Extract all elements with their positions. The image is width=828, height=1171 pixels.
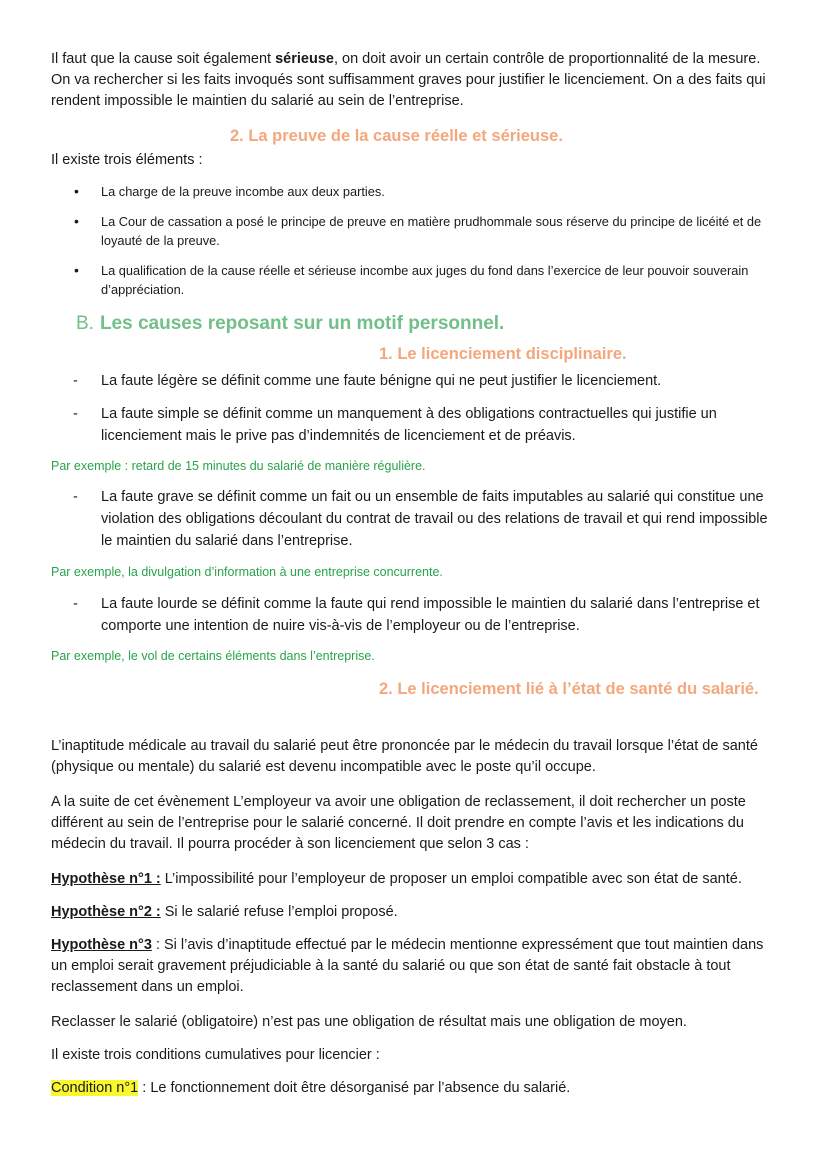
faute-item: La faute légère se définit comme une faute bénigne qui ne peut justifier le licenciement. — [101, 373, 662, 389]
hypothese-3: Hypothèse n°3 : Si l’avis d’inaptitude effectué par le médecin mentionne expressément que tout maintien dans un emploi serait gravement préjudiciable à la santé du salarié ou que son état de santé fait obstacle à tout reclassement dans un emploi. — [51, 937, 764, 995]
trois-elements-text: Il existe trois éléments : — [51, 152, 203, 168]
condition-1: Condition n°1 : Le fonctionnement doit être désorganisé par l’absence du salarié. — [51, 1080, 571, 1096]
reclasser-paragraph: Reclasser le salarié (obligatoire) n’est pas une obligation de résultat mais une obligation de moyen. — [51, 1014, 687, 1030]
faute-item: La faute simple se définit comme un manquement à des obligations contractuelles qui justifie un licenciement mais le prive pas d’indemnités de licenciement et de préavis. — [101, 406, 717, 444]
hypothese-1: Hypothèse n°1 : L’impossibilité pour l’employeur de proposer un emploi compatible avec son état de santé. — [51, 871, 742, 887]
dash-marker: - — [73, 373, 78, 389]
dash-marker: - — [73, 406, 78, 422]
bold-serieuse: sérieuse — [275, 51, 334, 67]
heading-section-b: B. Les causes reposant sur un motif personnel. — [76, 313, 505, 334]
bullet-item: La Cour de cassation a posé le principe de preuve en matière prudhommale sous réserve du principe de licéité et de loyauté de la preuve. — [101, 214, 762, 248]
dash-marker: - — [73, 596, 78, 612]
inaptitude-paragraph: L’inaptitude médicale au travail du salarié peut être prononcée par le médecin du travail lorsque l’état de santé (physique ou mentale) du salarié est devenu incompatible avec le poste qu’il occupe. — [51, 738, 758, 775]
bullet-marker: • — [74, 262, 79, 278]
trois-conditions-text: Il existe trois conditions cumulatives pour licencier : — [51, 1047, 380, 1063]
heading-preuve: 2. La preuve de la cause réelle et sérieuse. — [230, 127, 563, 145]
reclassement-paragraph: A la suite de cet évènement L’employeur va avoir une obligation de reclassement, il doit rechercher un poste différent au sein de l’entreprise pour le salarié concerné. Il doit prendre en compte l’avis et les indications du médecin du travail. Il pourra procéder à son licenciement que selon 3 cas : — [51, 794, 746, 852]
heading-disciplinaire: 1. Le licenciement disciplinaire. — [379, 345, 627, 363]
bullet-marker: • — [74, 213, 79, 229]
highlight-condition-label: Condition n°1 — [51, 1080, 139, 1096]
example-text: Par exemple, la divulgation d’information à une entreprise concurrente. — [51, 565, 443, 579]
example-text: Par exemple : retard de 15 minutes du salarié de manière régulière. — [51, 459, 426, 473]
dash-marker: - — [73, 489, 78, 505]
faute-item: La faute grave se définit comme un fait ou un ensemble de faits imputables au salarié qui constitue une violation des obligations découlant du contrat de travail ou des relations de travail et qui rend impossible le maintien du salarié dans l’entreprise. — [101, 489, 768, 549]
bullet-item: La charge de la preuve incombe aux deux parties. — [101, 184, 385, 199]
bullet-item: La qualification de la cause réelle et sérieuse incombe aux juges du fond dans l’exercice de leur pouvoir souverain d’appréciation. — [101, 263, 749, 297]
bullet-marker: • — [74, 183, 79, 199]
hypothese-2: Hypothèse n°2 : Si le salarié refuse l’emploi proposé. — [51, 904, 398, 920]
intro-paragraph: Il faut que la cause soit également sérieuse, on doit avoir un certain contrôle de proportionnalité de la mesure. On va rechercher si les faits invoqués sont suffisamment graves pour justifier le licenciement. On a des faits qui rendent impossible le maintien du salarié au sein de l’entreprise. — [51, 51, 766, 109]
example-text: Par exemple, le vol de certains éléments dans l’entreprise. — [51, 649, 375, 663]
faute-item: La faute lourde se définit comme la faute qui rend impossible le maintien du salarié dans l’entreprise et comporte une intention de nuire vis-à-vis de l’employeur ou de l’entreprise. — [101, 596, 760, 634]
heading-sante: 2. Le licenciement lié à l’état de santé du salarié. — [379, 680, 759, 698]
